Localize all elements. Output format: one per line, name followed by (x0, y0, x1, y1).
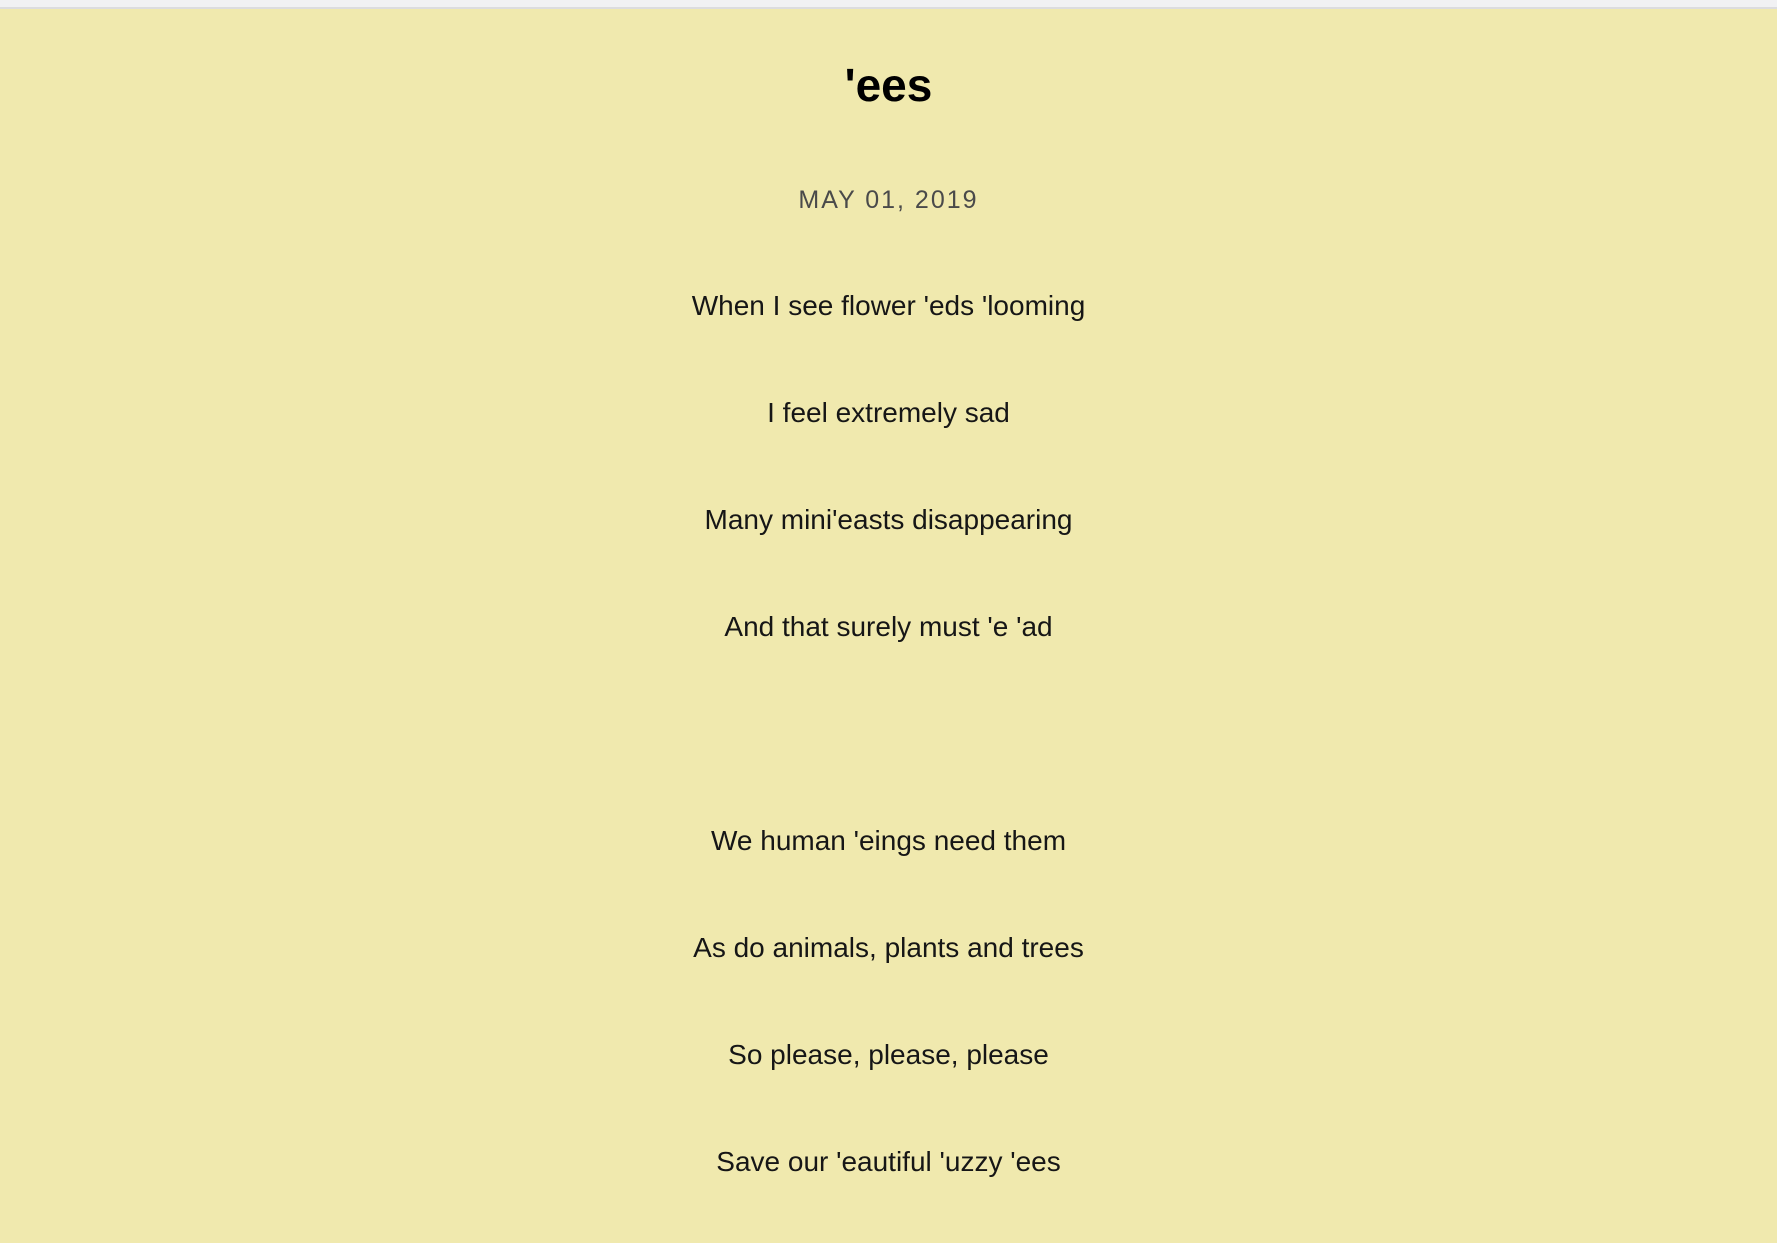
poem-line: When I see flower 'eds 'looming (691, 290, 1086, 321)
post-title: 'ees (844, 59, 933, 111)
poem-line: We human 'eings need them (710, 825, 1067, 856)
poem-line: So please, please, please (728, 1039, 1049, 1070)
poem-line: I feel extremely sad (767, 397, 1010, 428)
poem-line: As do animals, plants and trees (693, 932, 1084, 963)
post-date: MAY 01, 2019 (798, 186, 979, 214)
poem-line: Many mini'easts disappearing (704, 504, 1073, 535)
poem-page (0, 9, 1777, 1243)
poem-line: And that surely must 'e 'ad (724, 611, 1053, 642)
poem-line: Save our 'eautiful 'uzzy 'ees (716, 1146, 1061, 1177)
browser-top-edge (0, 0, 1777, 9)
